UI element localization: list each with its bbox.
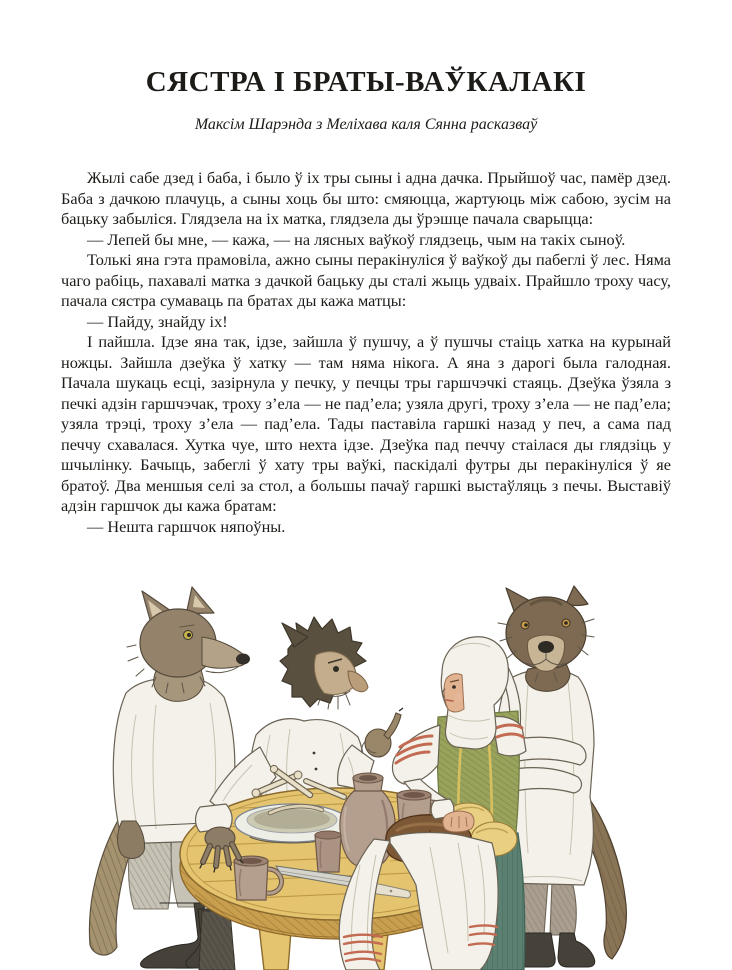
- story-paragraph: Жылі сабе дзед і баба, і было ў іх тры сыны і адна дачка. Прыйшоў час, памёр дзед. Баба з дачкою плачуць, а сыны хоць бы што: смяюцца, жартуюць між сабою, зусім на бацьку забыліся. Глядзела на іх матка, глядзела ды ўрэшце пачала сварыцца:: [61, 168, 671, 228]
- story-paragraph: — Лепей бы мне, — кажа, — на лясных ваўкоў глядзець, чым на такіх сыноў.: [87, 229, 626, 249]
- cup: [315, 831, 341, 872]
- middle-werewolf-head: [280, 617, 368, 709]
- wolf-ear: [566, 586, 588, 606]
- illustration: [60, 585, 672, 970]
- right-werewolf-head: [498, 586, 594, 682]
- sister-face: [444, 674, 464, 712]
- werewolves-illustration: [60, 585, 672, 970]
- story-text: [61, 168, 671, 537]
- sister-eye: [452, 685, 456, 689]
- wolf-eye: [333, 666, 339, 672]
- attribution-line: Максім Шарэнда з Меліхава каля Сянна расказваў: [194, 116, 538, 133]
- story-paragraph: І пайшла. Ідзе яна так, ідзе, зайшла ў пушчу, а ў пушчы стаіць хатка на курынай ножцы. Зайшла дзеўка ў хатку — там няма нікога. А яна з дарогі была галодная. Пачала шукаць есці, зазірнула у печку, у печцы тры гаршчэчкі стаяць. Дзеўка ўзяла з печкі адзін гаршчэчак, троху з’ела — не пад’ела; узяла другі, троху з’ела — не пад’ела; узяла трэці, троху з’ела — пад’ела. Тады паставіла гаршкі назад у печ, а сама пад печчу схавалася. Хутка чуе, што нехта ідзе. Дзеўка пад печчу стаілася ды глядзіць у шчылінку. Бачыць, забеглі ў хату тры ваўкі, паскідалі футры ды перакінуліся ў яе братоў. Два меншыя селі за стол, а большы пачаў гаршкі выстаўляць з печы. Выставіў адзін гаршчок ды кажа братам:: [61, 332, 671, 515]
- story-paragraph: Толькі яна гэта прамовіла, ажно сыны перакінуліся ў ваўкоў ды пабеглі ў лес. Няма чаго рабіць, пахавалі матка з дачкой бацьку ды сталі жыць удваіх. Прайшло троху часу, пачала сястра сумаваць па братах ды кажа матцы:: [61, 250, 671, 310]
- wolf-nose: [538, 641, 554, 653]
- story-paragraph: — Пайду, знайду іх!: [87, 311, 228, 331]
- middle-werewolf-pointing-hand: [362, 708, 403, 757]
- wolf-nose: [236, 654, 250, 665]
- story-paragraph: — Нешта гаршчок няпоўны.: [87, 516, 286, 536]
- page-title: СЯСТРА І БРАТЫ-ВАЎКАЛАКІ: [145, 66, 587, 98]
